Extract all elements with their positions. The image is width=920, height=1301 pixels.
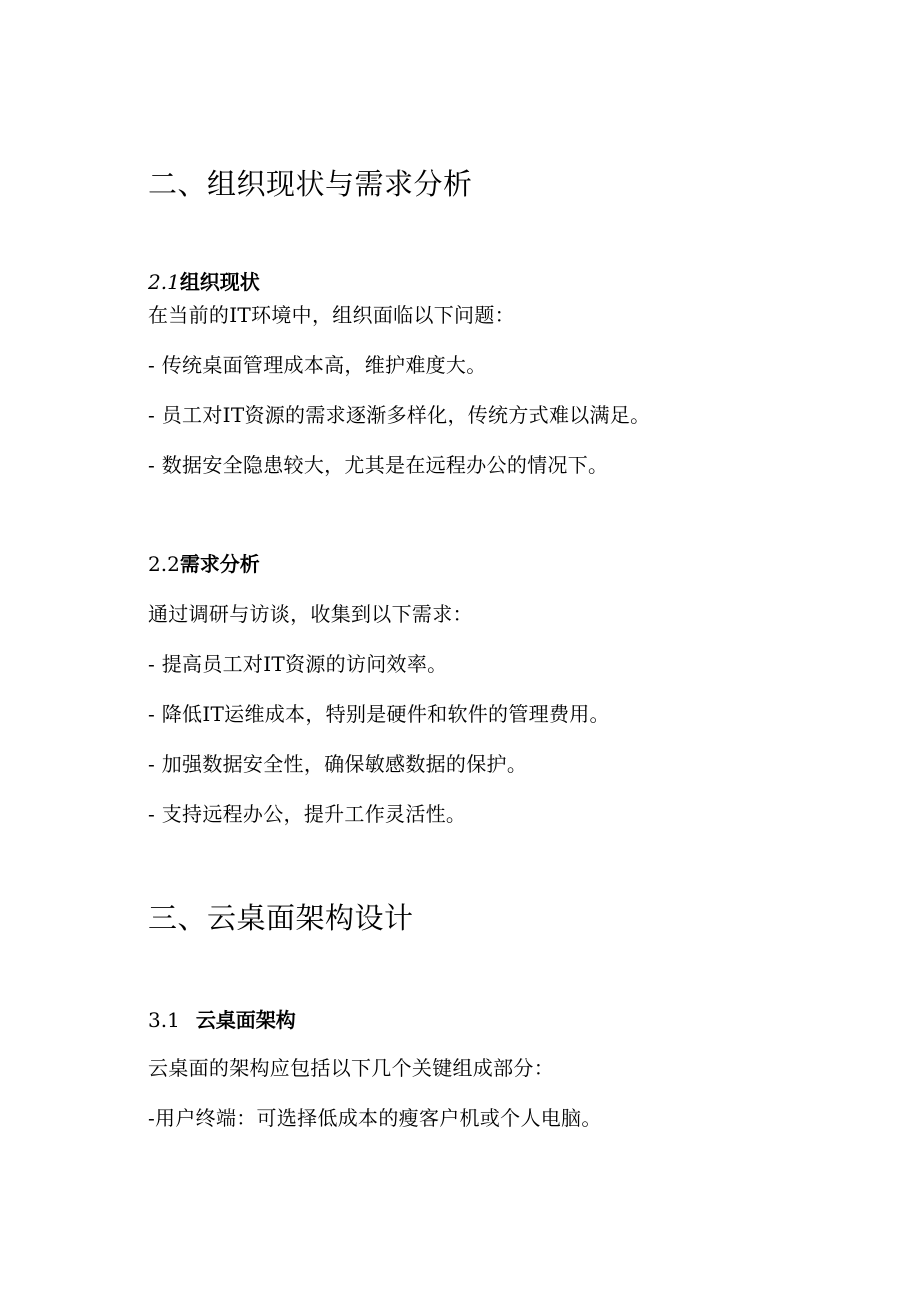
subsection-2-1-intro: 在当前的IT环境中，组织面临以下问题： [148, 303, 515, 327]
list-item: - 传统桌面管理成本高，维护难度大。 [148, 353, 487, 377]
list-item: - 加强数据安全性，确保敏感数据的保护。 [148, 752, 528, 776]
subsection-2-1-heading [148, 272, 260, 292]
section-3-heading: 三、云桌面架构设计 [148, 901, 414, 935]
subsection-3-1-intro: 云桌面的架构应包括以下几个关键组成部分： [148, 1056, 554, 1080]
list-item: - 数据安全隐患较大，尤其是在远程办公的情况下。 [148, 453, 609, 477]
list-item: - 支持远程办公，提升工作灵活性。 [148, 802, 467, 826]
list-item: - 提高员工对IT资源的访问效率。 [148, 652, 448, 676]
subsection-2-2-intro: 通过调研与访谈，收集到以下需求： [148, 602, 473, 626]
list-item: - 降低IT运维成本，特别是硬件和软件的管理费用。 [148, 702, 610, 726]
subsection-2-1-number: 2.1 [148, 270, 180, 294]
subsection-2-2-heading [148, 554, 260, 574]
section-2-heading: 二、组织现状与需求分析 [148, 167, 473, 201]
subsection-3-1-title: 云桌面架构 [195, 1008, 296, 1032]
subsection-2-2-number: 2.2 [148, 552, 180, 576]
subsection-2-2-title: 需求分析 [179, 552, 260, 576]
list-item: - 员工对IT资源的需求逐渐多样化，传统方式难以满足。 [148, 403, 651, 427]
subsection-3-1-heading [148, 1010, 296, 1030]
subsection-2-1-title: 组织现状 [179, 270, 260, 294]
list-item: -用户终端：可选择低成本的瘦客户机或个人电脑。 [148, 1106, 602, 1130]
subsection-3-1-number: 3.1 [148, 1008, 180, 1032]
